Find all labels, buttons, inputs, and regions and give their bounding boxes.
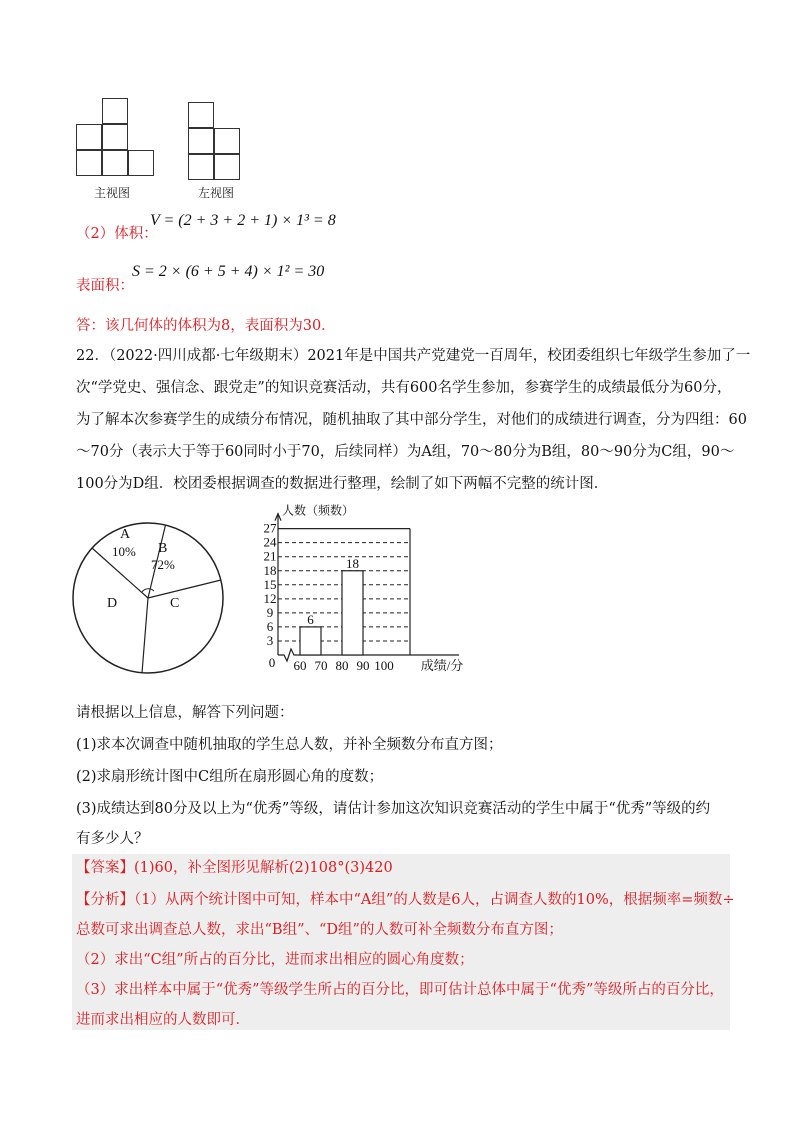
x-tick-60: 60 (293, 658, 307, 673)
y-tick-24: 24 (263, 534, 277, 550)
x-tick-80: 80 (335, 658, 349, 673)
question-3-line-2: 有多少人？ (76, 831, 149, 847)
y-axis-label: 人数（频数） (282, 503, 355, 518)
solution-box (72, 854, 730, 1030)
bar-label-80: 18 (346, 555, 359, 571)
left-view-figure (188, 102, 248, 182)
question-2: (2)求扇形统计图中C组所在扇形圆心角的度数； (76, 769, 384, 785)
front-view-figure (76, 98, 156, 180)
pie-label-c: C (170, 596, 180, 611)
pie-chart (70, 520, 226, 676)
y-tick-6: 6 (266, 618, 274, 634)
x-tick-100: 100 (374, 658, 394, 673)
pie-label-b-pct: 72% (151, 557, 175, 572)
analysis-line-3: （2）求出“C组”所占的百分比，进而求出相应的圆心角度数； (76, 952, 474, 968)
front-view-caption: 主视图 (94, 186, 131, 200)
volume-formula: V = (2 + 3 + 2 + 1) × 1³ = 8 (150, 212, 336, 229)
problem-line-3: 为了解本次参赛学生的成绩分布情况，随机抽取了其中部分学生，对他们的成绩进行调查，分为四组：60 (76, 412, 747, 428)
problem-line-2: 次“学党史、强信念、跟党走”的知识竞赛活动，共有600名学生参加，参赛学生的成绩最低分为60分， (76, 380, 732, 396)
x-tick-70: 70 (314, 658, 328, 673)
surface-formula: S = 2 × (6 + 5 + 4) × 1² = 30 (132, 263, 325, 280)
x-tick-90: 90 (356, 658, 370, 673)
bar-80-90 (342, 571, 363, 655)
pie-label-a: A (120, 527, 131, 542)
questions-intro: 请根据以上信息，解答下列问题： (76, 705, 294, 721)
problem-line-4: ～70分（表示大于等于60同时小于70，后续同样）为A组，70～80分为B组，80～90分为C组，90～ (76, 444, 735, 460)
volume-label: （2）体积： (76, 226, 158, 242)
problem-line-1: 22．（2022·四川成都·七年级期末）2021年是中国共产党建党一百周年，校团委组织七年级学生参加了一 (76, 348, 751, 364)
bar-60-70 (300, 627, 321, 655)
y-tick-21: 21 (263, 548, 277, 564)
bar-label-60: 6 (307, 611, 314, 627)
y-tick-3: 3 (266, 632, 274, 648)
y-tick-27: 27 (263, 520, 277, 536)
problem-line-5: 100分为D组．校团委根据调查的数据进行整理，绘制了如下两幅不完整的统计图． (76, 476, 609, 492)
frequency-histogram (254, 500, 474, 682)
origin-label: 0 (268, 655, 276, 670)
pie-label-b: B (158, 541, 168, 556)
pie-label-d: D (107, 596, 118, 611)
left-view-caption: 左视图 (198, 186, 235, 200)
analysis-line-5: 进而求出相应的人数即可． (76, 1012, 250, 1028)
surface-label: 表面积： (76, 278, 134, 294)
analysis-line-2: 总数可求出调查总人数，求出“B组”、“D组”的人数可补全频数分布直方图； (76, 922, 563, 938)
y-tick-12: 12 (263, 590, 277, 606)
answer-21: 答：该几何体的体积为8，表面积为30． (76, 318, 336, 334)
question-3-line-1: (3)成绩达到80分及以上为“优秀”等级，请估计参加这次知识竞赛活动的学生中属于“优秀”等级的约 (76, 801, 711, 817)
question-1: (1)求本次调查中随机抽取的学生总人数，并补全频数分布直方图； (76, 737, 503, 753)
y-tick-15: 15 (263, 576, 277, 592)
pie-label-a-pct: 10% (112, 544, 136, 559)
y-tick-9: 9 (266, 604, 274, 620)
analysis-line-4: （3）求出样本中属于“优秀”等级学生所占的百分比，即可估计总体中属于“优秀”等级所占的百分比， (76, 982, 724, 998)
y-tick-18: 18 (263, 562, 277, 578)
solution-answer: 【答案】(1)60，补全图形见解析(2)108°(3)420 (76, 860, 393, 876)
analysis-line-1: 【分析】（1）从两个统计图中可知，样本中“A组”的人数是6人，占调查人数的10%，根据频率=频数÷ (76, 892, 735, 908)
x-axis-label: 成绩/分 (420, 658, 464, 673)
